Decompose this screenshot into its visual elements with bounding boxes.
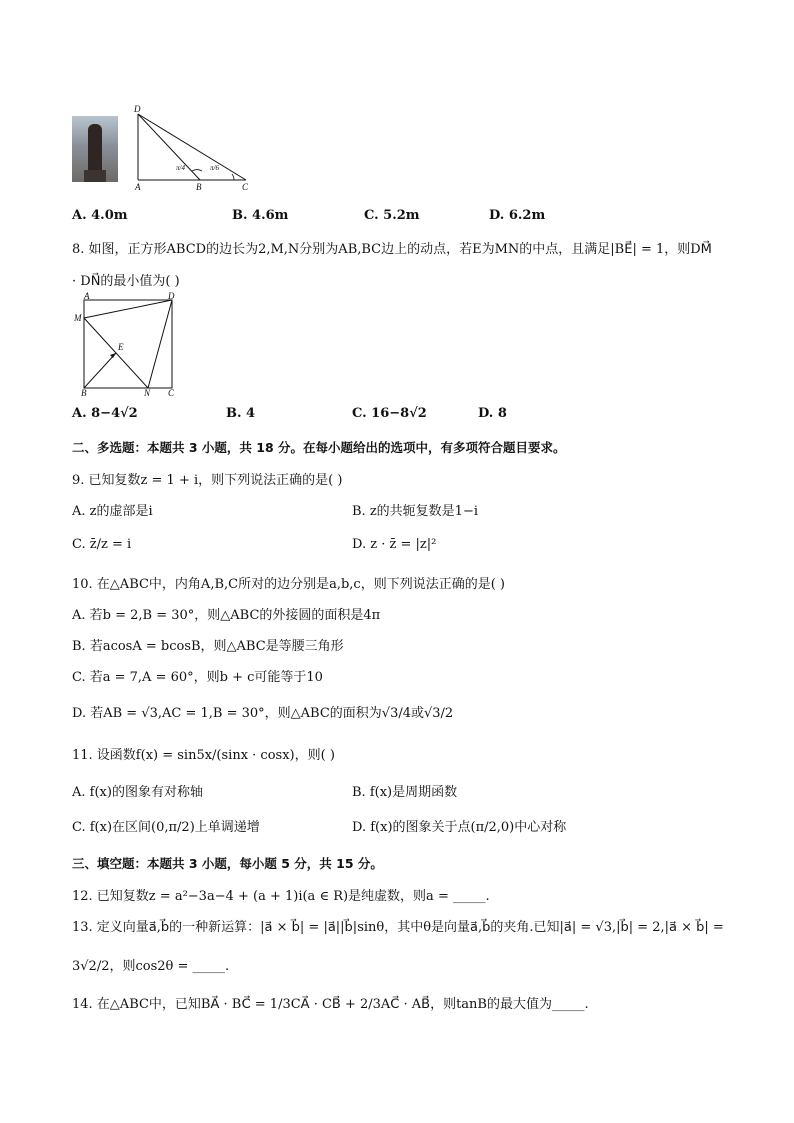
label-D: D bbox=[168, 292, 175, 301]
q8-option-c[interactable]: C. 16−8√2 bbox=[352, 406, 427, 421]
q8-figure bbox=[72, 292, 182, 398]
q10-stem: 10. 在△ABC中，内角A,B,C所对的边分别是a,b,c，则下列说法正确的是( ) bbox=[72, 577, 505, 592]
q10-option-a[interactable]: A. 若b = 2,B = 30°，则△ABC的外接圆的面积是4π bbox=[72, 608, 381, 623]
q14-stem: 14. 在△ABC中，已知BA⃗ · BC⃗ = 1/3CA⃗ · CB⃗ + 2/3AC⃗ · AB⃗，则tanB的最大值为_____. bbox=[72, 997, 589, 1012]
q7-option-d[interactable]: D. 6.2m bbox=[489, 208, 546, 223]
label-C: C bbox=[168, 388, 175, 398]
q11-option-a[interactable]: A. f(x)的图象有对称轴 bbox=[72, 785, 203, 800]
q11-option-d[interactable]: D. f(x)的图象关于点(π/2,0)中心对称 bbox=[352, 820, 567, 835]
section-2-heading: 二、多选题：本题共 3 小题，共 18 分。在每小题给出的选项中，有多项符合题目要求。 bbox=[72, 440, 566, 455]
q11-option-b[interactable]: B. f(x)是周期函数 bbox=[352, 785, 458, 800]
label-E: E bbox=[118, 342, 124, 352]
q11-stem: 11. 设函数f(x) = sin5x/(sinx · cosx)，则( ) bbox=[72, 748, 335, 763]
q9-option-a[interactable]: A. z的虚部是i bbox=[72, 504, 153, 519]
q7-option-c[interactable]: C. 5.2m bbox=[364, 208, 420, 223]
section-3-heading: 三、填空题：本题共 3 小题，每小题 5 分，共 15 分。 bbox=[72, 856, 383, 871]
label-D: D bbox=[134, 104, 141, 114]
label-M: M bbox=[74, 313, 82, 323]
label-B: B bbox=[81, 388, 87, 398]
label-N: N bbox=[144, 388, 151, 398]
q7-option-a[interactable]: A. 4.0m bbox=[72, 208, 128, 223]
label-A: A bbox=[135, 182, 141, 192]
q12-stem: 12. 已知复数z = a²−3a−4 + (a + 1)i(a ∈ R)是纯虚数，则a = _____. bbox=[72, 889, 490, 904]
q9-option-c[interactable]: C. z̄/z = i bbox=[72, 537, 132, 552]
q13-stem-line2: 3√2/2，则cos2θ = _____. bbox=[72, 959, 230, 974]
q8-stem-line2: · DN⃗的最小值为( ) bbox=[72, 274, 180, 289]
statue-photo bbox=[72, 116, 118, 182]
q8-option-a[interactable]: A. 8−4√2 bbox=[72, 406, 138, 421]
q8-option-d[interactable]: D. 8 bbox=[478, 406, 507, 421]
q10-option-d[interactable]: D. 若AB = √3,AC = 1,B = 30°，则△ABC的面积为√3/4或√3/2 bbox=[72, 706, 454, 721]
q7-option-b[interactable]: B. 4.6m bbox=[232, 208, 289, 223]
q8-option-b[interactable]: B. 4 bbox=[226, 406, 256, 421]
angle-c-label: π/6 bbox=[210, 164, 219, 172]
label-C: C bbox=[242, 182, 249, 192]
q7-figure bbox=[128, 104, 258, 192]
q10-option-c[interactable]: C. 若a = 7,A = 60°，则b + c可能等于10 bbox=[72, 670, 323, 685]
q9-option-b[interactable]: B. z的共轭复数是1−i bbox=[352, 504, 478, 519]
label-B: B bbox=[196, 182, 202, 192]
q8-stem-line1: 8. 如图，正方形ABCD的边长为2,M,N分别为AB,BC边上的动点，若E为MN的中点，且满足|BE⃗| = 1，则DM⃗ bbox=[72, 242, 712, 257]
label-A: A bbox=[84, 292, 90, 301]
angle-b-label: π/4 bbox=[176, 164, 185, 172]
q11-option-c[interactable]: C. f(x)在区间(0,π/2)上单调递增 bbox=[72, 820, 260, 835]
q10-option-b[interactable]: B. 若acosA = bcosB，则△ABC是等腰三角形 bbox=[72, 639, 344, 654]
q9-option-d[interactable]: D. z · z̄ = |z|² bbox=[352, 537, 437, 552]
q13-stem-line1: 13. 定义向量a⃗,b⃗的一种新运算：|a⃗ × b⃗| = |a⃗||b⃗|sinθ，其中θ是向量a⃗,b⃗的夹角.已知|a⃗| = √3,|b⃗| = 2,|a⃗ × b⃗| = bbox=[72, 920, 724, 935]
q9-stem: 9. 已知复数z = 1 + i，则下列说法正确的是( ) bbox=[72, 473, 343, 488]
